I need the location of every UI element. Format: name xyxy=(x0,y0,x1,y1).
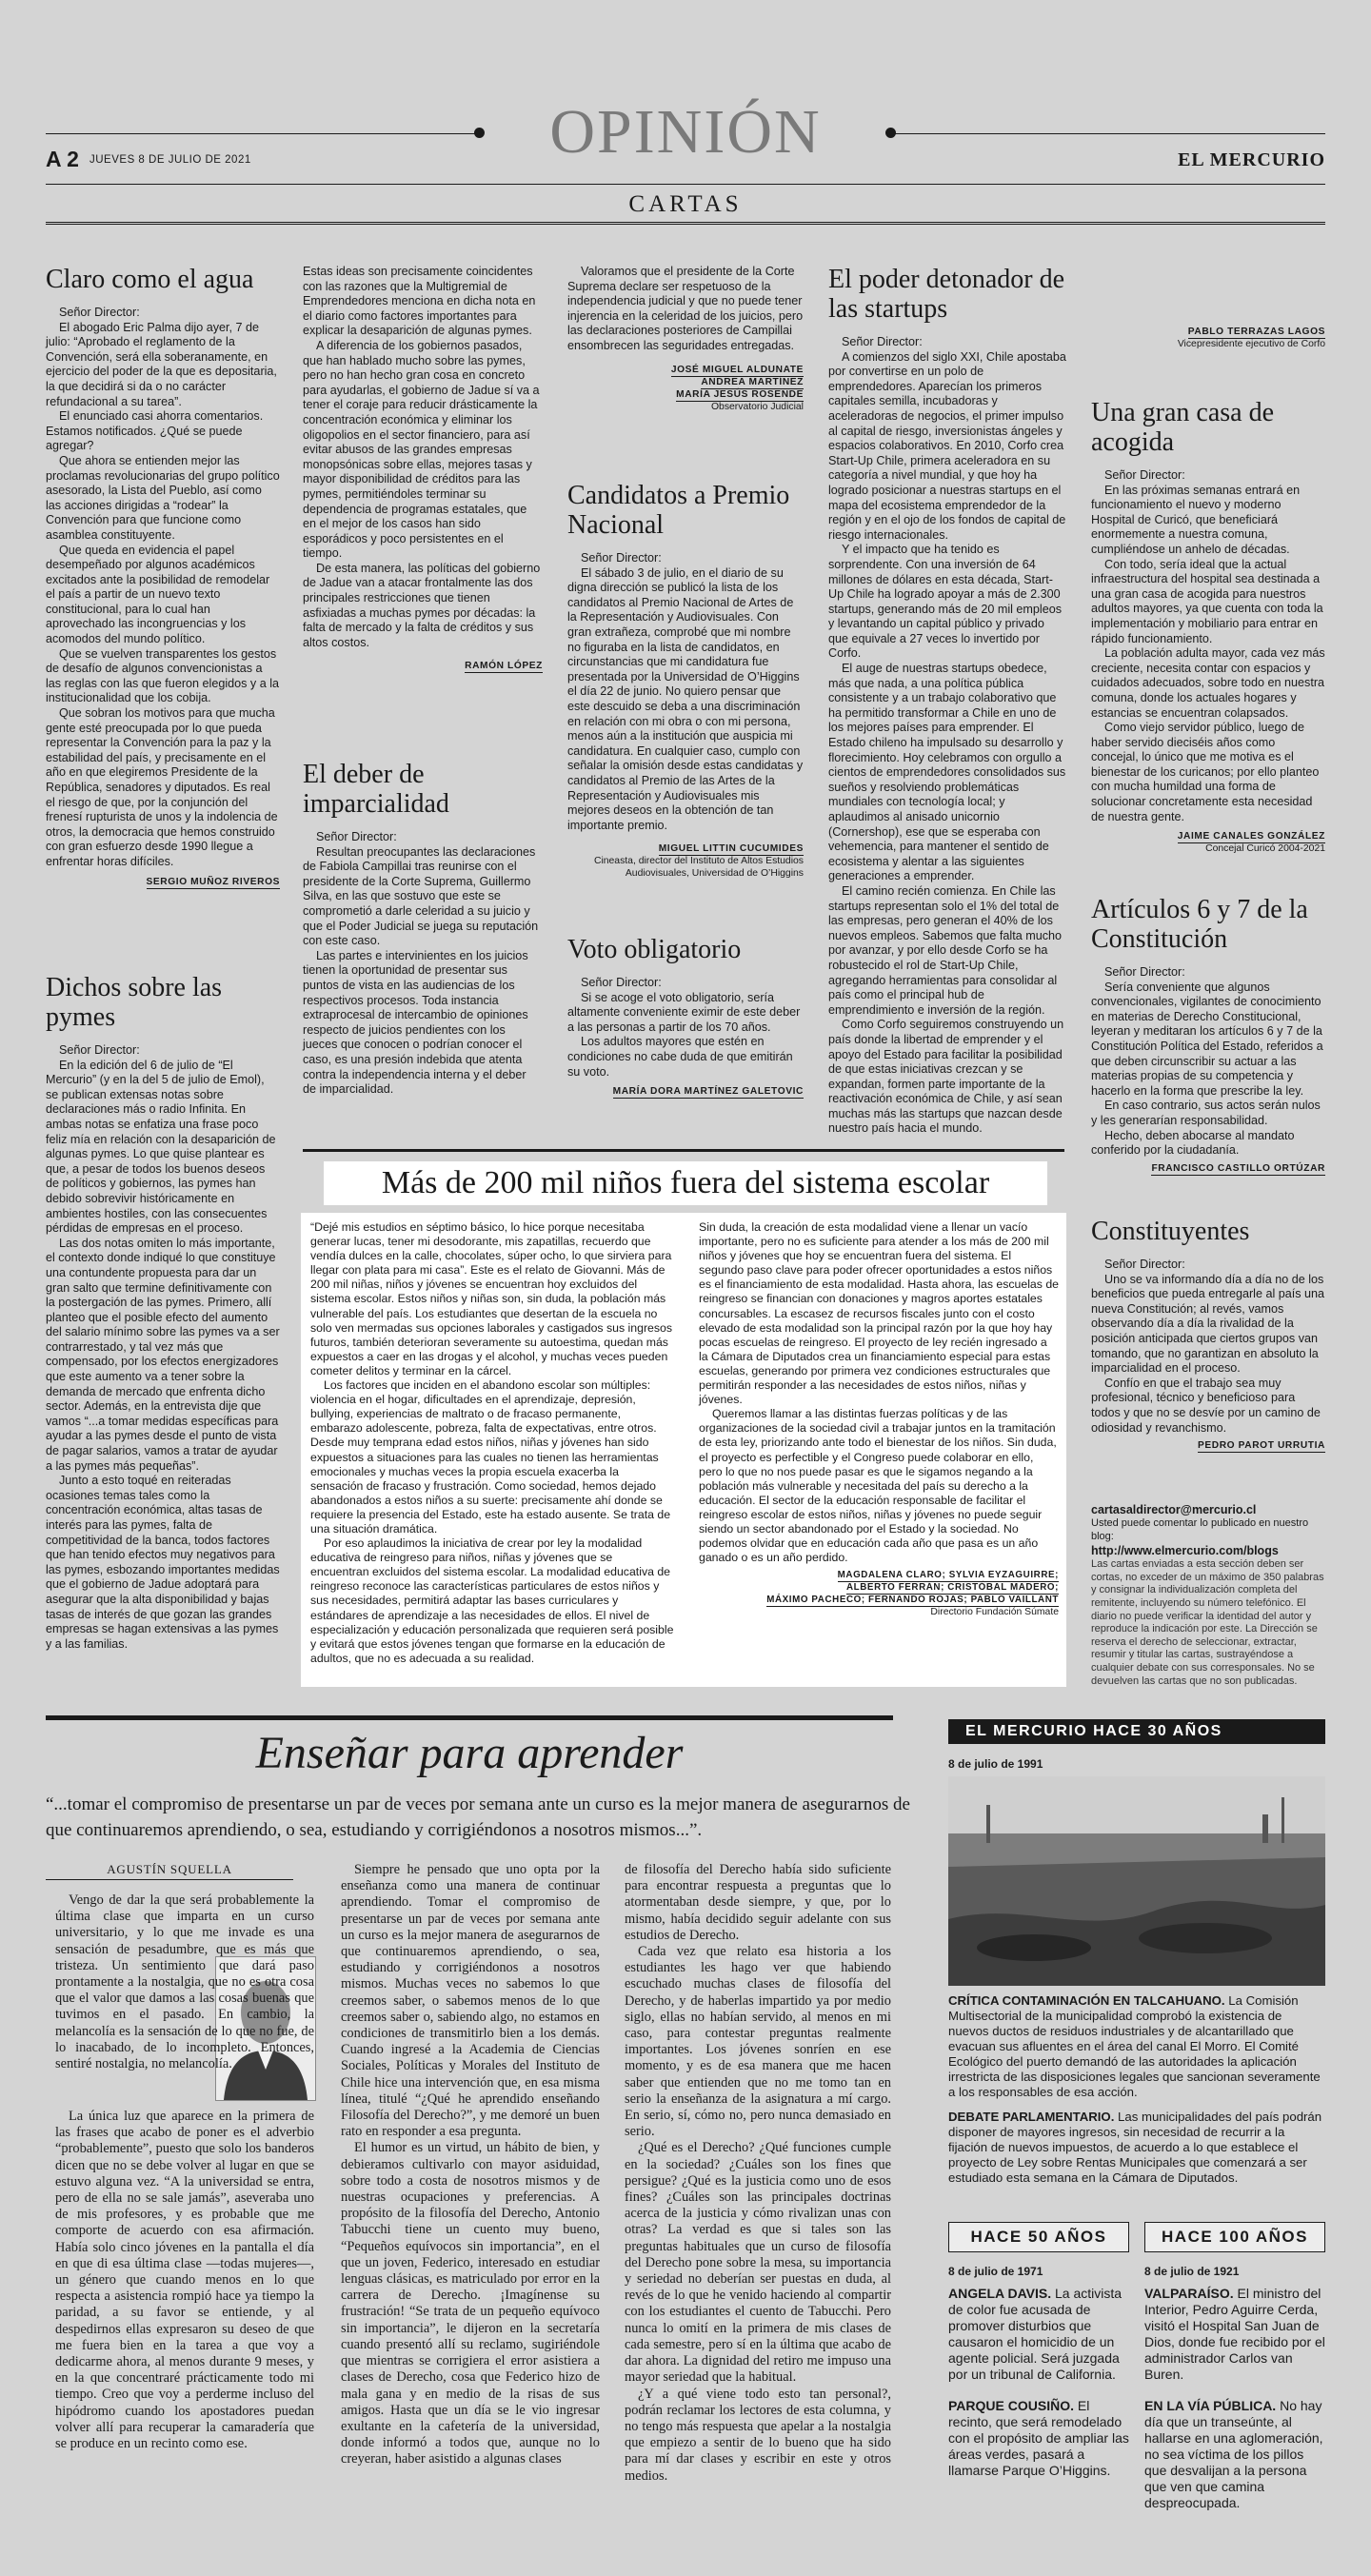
featured-rule xyxy=(303,1149,1064,1152)
letter-voto-p2: Los adultos mayores que estén en condiciones no cabe duda de que emitirán su voto. xyxy=(567,1035,793,1079)
letter-articulos-p3: Hecho, deben abocarse al mandato conferido por la ciudadanía. xyxy=(1091,1128,1295,1158)
column-col3-p4: ¿Y a qué viene todo esto tan personal?, podrán reclamar los lectores de esta columna, y no tengo más respuesta que apelar a la nostalgia que empiezo a sentir de lo bueno que ha sido para mí dar clases y escribir en este y otros medios. xyxy=(625,2386,891,2484)
history-100-header: HACE 100 AÑOS xyxy=(1144,2222,1325,2252)
featured-right-p1: Sin duda, la creación de esta modalidad viene a llenar un vacío importante, pero no es suficiente para atender a los más de 200 mil niños y jóvenes que hoy se encuentran fuera del sistema. El segundo paso clave para poder ofrecer oportunidades a estos niños es el financiamiento de esta modalidad. Hasta ahora, las escuelas de reingreso se financian con donaciones y magros aportes estatales concursables. La escasez de recursos fiscales junto con el costo elevado de esta modalidad son la principal razón por la que hoy hay pocas escuelas de reingreso. El proyecto de ley recién ingresado a la Cámara de Diputados crea un financiamiento especial para estas escuelas, generando por primera vez condiciones estructurales que permitirán responder a las necesidades de estos niños, niñas y jóvenes. xyxy=(699,1220,1060,1407)
letter-pymes-signature: RAMÓN LÓPEZ xyxy=(465,661,543,672)
section-title: OPINIÓN xyxy=(549,97,822,167)
letter-voto xyxy=(567,935,804,1108)
featured-signature-2: ALBERTO FERRÁN; CRISTÓBAL MADERO; xyxy=(846,1582,1059,1594)
letter-claro xyxy=(46,265,280,955)
featured-signature-3: MÁXIMO PACHECO; FERNANDO ROJAS; PABLO VAILLANT xyxy=(766,1595,1059,1606)
letter-claro-p4: Que queda en evidencia el papel desempeñado por algunos académicos excitados ante la posibilidad de remodelar el país a partir de un nuevo texto constitucional, para lo cual han aprovechado las incongruencias y los acomodos del mundo político. xyxy=(46,543,270,646)
history-50-header: HACE 50 AÑOS xyxy=(948,2222,1129,2252)
featured-signature-title: Directorio Fundación Súmate xyxy=(930,1607,1059,1618)
letter-claro-p5: Que se vuelven transparentes los gestos de desafío de algunos convencionistas a las reglas con las que fueron elegidos y a la institucionalidad que los cobija. xyxy=(46,646,280,705)
letter-pymes-p1: En la edición del 6 de julio de “El Mercurio” (y en la del 5 de julio de Emol), se publican extensas notas sobre declaraciones más o radio Infinita. En ambas notas se enfatiza una frase poco feliz mía en relación con la desaparición de algunas pymes. Lo que quise plantear es que, a pesar de todos los buenos deseos de políticos y gobiernos, las pymes han debido sobrevivir históricamente en ambientes hostiles, con las consecuentes pérdidas de empresas en el proceso. xyxy=(46,1058,276,1236)
letter-articulos-salute: Señor Director: xyxy=(1104,965,1185,979)
letter-candidatos-signature-title: Cineasta, director del Instituto de Altos Estudios Audiovisuales, Universidad de O’Higgins xyxy=(593,856,804,880)
masthead-dot-left xyxy=(474,128,485,138)
letter-candidatos-p1: El sábado 3 de julio, en el diario de su digna dirección se publicó la lista de los candidatos al Premio Nacional de Artes de la Representación y Audiovisuales. Con gran extrañeza, comprobé que mi nombre no figuraba en la lista de candidatos, en circunstancias que mi candidatura fue presentada por la Universidad de O’Higgins el día 22 de junio. No quiero pensar que este descuido se deba a una discriminación en relación con mi obra o con mi persona, menos aún a la institución que auspicia mi candidatura. En cualquier caso, cumplo con señalar la omisión desde estas candidatas y candidatos al Premio de las Artes de la Representación y Audiovisuales mis mejores deseos en la obtención de tan importante premio. xyxy=(567,565,804,832)
column-col2-p1: Siempre he pensado que uno opta por la enseñanza como una manera de continuar aprendiendo. Tomar el compromiso de presentarse un par de veces por semana ante un curso es la mejor manera de asegurarnos de que continuaremos aprendiendo, o sea, estudiando y corrigiéndonos a nosotros mismos. Muchas veces no sabemos lo que creemos saber, o sabemos menos de lo que creemos saber o, sabiendo algo, no estamos en condiciones de transmitirlo bien a los demás. Cuando ingresé a la Academia de Ciencias Sociales, Políticas y Morales del Instituto de Chile hice una intervención que, en esa misma línea, titulé “¿Qué he aprendido enseñando Filosofía del Derecho?”, y me demoré un buen rato en responder a esa pregunta. xyxy=(341,1862,600,2140)
column-lead: “...tomar el compromiso de presentarse un par de veces por semana ante un curso es la mejor manera de asegurarnos de que continuaremos aprendiendo, o sea, estudiando y corrigiéndonos a nosotros mismos...”. xyxy=(46,1794,910,1840)
letter-deber-p3: Valoramos que el presidente de la Corte Suprema declare ser respetuoso de la independencia judicial y que no puede tener injerencia en la celeridad de los juicios, pero las declaraciones posteriores de Campillai ensombrecen las seguridades entregadas. xyxy=(567,265,804,352)
history-100-item-2-head: EN LA VÍA PÚBLICA. xyxy=(1144,2398,1277,2413)
history-100-item-1-body: El ministro del Interior, Pedro Aguirre Cerda, visitó el Hospital San Juan de Dios, donde fue recibido por el administrador Carlos van Buren. xyxy=(1144,2286,1325,2382)
letter-poder-p1: A comienzos del siglo XXI, Chile apostaba por convertirse en un polo de emprendedores. Aparecían los primeros capitales semilla, incubadoras y aceleradoras de negocios, el primer impulso al capital de riesgo, inversionistas ángeles y espacios colaborativos. En 2010, Corfo crea Start-Up Chile, primera aceleradora en su categoría a nivel mundial, y que hoy ha logrado posicionar a nuestras startups en el mapa del ecosistema emprendedor de la región y en el ojo de los fondos de capital de riesgo internacionales. xyxy=(828,349,1066,542)
polluted-shore-photo-icon xyxy=(948,1776,1325,1986)
column-author: AGUSTÍN SQUELLA xyxy=(107,1862,232,1876)
letter-constituyentes-signature: PEDRO PAROT URRUTIA xyxy=(1197,1440,1325,1452)
history-item-2 xyxy=(948,2110,1325,2201)
history-50-column xyxy=(948,2264,1129,2568)
letter-pymes-title: Dichos sobre las pymes xyxy=(46,973,223,1032)
featured-left-p2: Los factores que inciden en el abandono escolar son múltiples: violencia en el hogar, dificultades en el aprendizaje, depresión, bullying, experiencias de maltrato o de fracaso permanente, embarazo adolescente, pobreza, falta de expectativas, entre otros. Desde muy temprana edad estos niños, niñas y jóvenes han sido expuestos a situaciones para las cuales no tienen las herramientas emocionales y muchas veces la propia escuela exacerba la sensación de fracaso y frustración. Como sociedad, hemos dejado abandonados a estos niños a su suerte: precisamente ahí donde se requiere la presencia del Estado, este ha estado ausente. Se trata de una situación dramática. xyxy=(310,1378,671,1536)
letter-claro-p2: El enunciado casi ahorra comentarios. Estamos notificados. ¿Qué se puede agregar? xyxy=(46,409,264,453)
history-50-item-2-body: El recinto, que será remodelado con el propósito de ampliar las áreas verdes, pasará a llamarse Parque O’Higgins. xyxy=(948,2398,1129,2478)
letter-deber-salute: Señor Director: xyxy=(316,830,397,843)
history-item-2-body: Las municipalidades del país podrán disponer de mayores ingresos, sin necesidad de recurrir a la fijación de nuevos impuestos, de acuerdo a lo que establece el proyecto de Ley sobre Rentas Municipales que comenzará a ser estudiado esta semana en la Cámara de Diputados. xyxy=(948,2110,1322,2185)
letter-claro-salute: Señor Director: xyxy=(59,306,140,319)
letter-deber-signature-3: MARÍA JESÚS ROSENDE xyxy=(676,388,804,400)
contact-blog-url[interactable]: http://www.elmercurio.com/blogs xyxy=(1091,1544,1279,1558)
masthead-rule-right xyxy=(891,133,1325,134)
history-30-date: 8 de julio de 1991 xyxy=(948,1757,1043,1771)
featured-signature-1: MAGDALENA CLARO; SYLVIA EYZAGUIRRE; xyxy=(837,1570,1059,1581)
letter-casa-p2: Con todo, sería ideal que la actual infraestructura del hospital sea destinada a una gran casa de acogida para nuestros adultos mayores, ya que cuenta con toda la implementación y mobiliario para entrar en rápido funcionamiento. xyxy=(1091,557,1323,645)
history-item-2-head: DEBATE PARLAMENTARIO. xyxy=(948,2110,1115,2124)
letter-claro-p3: Que ahora se entienden mejor las proclamas revolucionarias del grupo político asesorado, la Lista del Pueblo, así como las acciones dirigidas a “rodear” la Convención para que funcione como asamblea constituyente. xyxy=(46,453,280,542)
letter-constituyentes-salute: Señor Director: xyxy=(1104,1258,1185,1271)
letter-poder-p5: Como Corfo seguiremos construyendo un país donde la libertad de emprender y el apoyo del Estado para facilitar la posibilidad de que estas iniciativas crezcan y se expandan, formen parte importante de la reactivación económica de Chile, y así sean muchas más las startups que nazcan desde nuestro país hacia el mundo. xyxy=(828,1018,1064,1136)
column-col1-p1-start: Vengo de dar la que será probablemente la última clase que imparta en un curso universitario, y lo que me invade es una sensación de pesadumbre, que es más que tristeza. Un sentimiento que dará paso prontamente a la nostalgia, que no es otra cosa que el valor que damos a las cosas buenas que tuvimos en el pasado. En cambio, la melancolía es la sensación de lo que no fue, de lo inacabado, de lo incompleto. Entonces, sentiré nostalgia, no melancolía. xyxy=(55,1892,314,2072)
featured-body-right xyxy=(699,1220,1059,1681)
letter-pymes-p2: Las dos notas omiten lo más importante, el contexto donde indiqué lo que constituye una contundente propuesta para dar un gran salto que termine definitivamente con la postergación de las pymes. Primero, allí planteo que el posible efecto del aumento del salario mínimo sobre las pymes va a ser contrarrestado, y tal vez más que compensado, por los efectos energizadores que este aumento va a tener sobre la demanda de mercado que enfrenta dicho sector. Además, en la entrevista dije que vamos “...a tomar medidas específicas para ayudar a las pymes desde el punto de vista de pagar salarios, vamos a tratar de ayudar a las pymes más pequeñas”. xyxy=(46,1236,280,1473)
letter-casa-p1: En las próximas semanas entrará en funcionamiento el nuevo y moderno Hospital de Curicó, que beneficiará enormemente a nuestra comuna, cumpliéndose un anhelo de décadas. xyxy=(1091,483,1301,556)
contact-email[interactable]: cartasaldirector@mercurio.cl xyxy=(1091,1503,1257,1516)
letter-articulos-p1: Sería conveniente que algunos convencionales, vigilantes de conocimiento en materias de Derecho Constitucional, leyeran y meditaran los artículos 6 y 7 de la Constitución Política del Estado, referidos a que deben circunscribir su actuar a las materias propias de su competencia y hacerlo en la forma que prescribe la ley. xyxy=(1091,980,1323,1098)
featured-title: Más de 200 mil niños fuera del sistema escolar xyxy=(381,1165,990,1200)
letter-poder-p2: Y el impacto que ha tenido es sorprendente. Con una inversión de 64 millones de dólares en esta década, Start-Up Chile ha logrado apoyar a más de 2.300 startups, generando más de 20 mil empleos y levantando un capital público y privado que equivale a 27 veces lo invertido por Corfo. xyxy=(828,543,1063,661)
letter-pymes-salute: Señor Director: xyxy=(59,1043,140,1057)
column-col3 xyxy=(625,1862,891,2566)
letter-deber xyxy=(303,760,543,1104)
column-col3-p2: Cada vez que relato esa historia a los estudiantes les hago ver que habiendo escuchado muchas clases de filosofía del Derecho, y de haberlas impartido ya por medio siglo, ellas no habían servido, al menos en mi caso, para contestar preguntas realmente importantes. Los jóvenes sonríen en ese momento, y es de esa manera que me hacen saber que entienden que no me tomo tan en serio la enseñanza de la asignatura a mí cargo. En serio, sí, cómo no, pero nunca demasiado en serio. xyxy=(625,1944,891,2140)
letter-casa-p3: La población adulta mayor, cada vez más creciente, necesita contar con espacios y cuidados adecuados, sobre todo en nuestra comuna, donde los actuales hogares y estancias se encuentran colapsados. xyxy=(1091,646,1325,720)
letter-pymes-p3b: Estas ideas son precisamente coincidentes con las razones que la Multigremial de Emprendedores menciona en dicha nota en el diario como factores importantes para explicar la desaparición de algunas pymes. xyxy=(303,265,536,338)
column-author-rule xyxy=(46,1879,293,1880)
letter-deber-signature-title: Observatorio Judicial xyxy=(710,401,804,412)
letter-claro-p1: El abogado Eric Palma dijo ayer, 7 de julio: “Aprobado el reglamento de la Convención, será ella soberanamente, en ejercicio del poder de la que es depositaria, la que decidirá si da o no carácter refundacional a su tarea”. xyxy=(46,320,277,408)
letter-articulos xyxy=(1091,895,1325,1204)
history-item-1 xyxy=(948,1993,1325,2099)
history-100-item-1-head: VALPARAÍSO. xyxy=(1144,2286,1234,2301)
letter-poder-signature-title: Vicepresidente ejecutivo de Corfo xyxy=(1177,339,1325,349)
letter-pymes-p4: A diferencia de los gobiernos pasados, que han hablado mucho sobre las pymes, pero no han hecho gran cosa en concreto para ayudarlas, el gobierno de Jadue sí va a tener el coraje para reducir drásticamente la concentración económica y eliminar los oligopolios en el sector financiero, para así evitar abusos de las grandes empresas monopsónicas sobre ellas, mejores tasas y mayor disponibilidad de créditos para las pymes, permitiéndoles terminar su dependencia de programas estatales, que en el mejor de los casos han sido esporádicos y poco persistentes en el tiempo. xyxy=(303,338,540,561)
letter-pymes xyxy=(46,973,280,1677)
column-col3-p3: ¿Qué es el Derecho? ¿Qué funciones cumple en la sociedad? ¿Cuáles son los fines que persigue? ¿Qué es la justicia como uno de esos fines? ¿Cuáles son las principales doctrinas acerca de la justicia y cómo rivalizan unas con otras? La verdad es que si tales son las preguntas habituales que un curso de filosofía del Derecho pone sobre la mesa, su importancia y seriedad no deberían ser puestas en duda, al revés de lo que he venido haciendo al compartir con los estudiantes el cuento de Tabucchi. Pero nunca lo omití en la primera de mis clases de cada semestre, pero sí en la última que acabo de dar ahora. La dignidad del retiro me impuso una mayor seriedad que la habitual. xyxy=(625,2140,891,2386)
letter-deber-title: El deber de imparcialidad xyxy=(303,760,449,819)
letter-voto-p1: Si se acoge el voto obligatorio, sería altamente conveniente eximir de este deber a las personas a partir de los 70 años. xyxy=(567,990,801,1034)
history-photo xyxy=(948,1776,1325,1986)
letter-voto-signature: MARÍA DORA MARTÍNEZ GALETOVIC xyxy=(612,1086,804,1098)
letter-candidatos-signature: MIGUEL LITTIN CUCUMIDES xyxy=(658,843,804,855)
newspaper-name: EL MERCURIO xyxy=(1178,149,1325,170)
letter-deber-signature-2: ANDREA MARTÍNEZ xyxy=(701,376,804,387)
column-col2 xyxy=(341,1862,600,2566)
history-item-1-head: CRÍTICA CONTAMINACIÓN EN TALCAHUANO. xyxy=(948,1993,1225,2008)
letter-poder-title: El poder detonador de las startups xyxy=(828,265,1065,324)
letter-deber-p2: Las partes e intervinientes en los juicios tienen la oportunidad de presentar sus puntos de vista en las audiencias de los respectivos procesos. Toda instancia extraprocesal de intercambio de opiniones respecto de juicios pendientes con los jueces que conocen o podrían conocer el caso, es una presión indebida que atenta contra la independencia interna y el deber de imparcialidad. xyxy=(303,948,528,1097)
letter-casa xyxy=(1091,398,1325,902)
letter-poder-p3: El auge de nuestras startups obedece, más que nada, a una política pública consistente y a un trabajo colaborativo que ha permitido transformar a Chile en uno de los mejores países para emprender. El Estado chileno ha impulsado su desarrollo y florecimiento. Hoy celebramos con orgullo a cientos de emprendedores consolidados sus sueños y resolviendo problemáticas mundiales con tecnología local; y aplaudimos al anisado unicornio (Cornershop), ese que se esperaba con vehemencia, para mantener el sentido de ecosistema y alentar a las siguientes generaciones a emprender. xyxy=(828,662,1066,883)
letter-casa-title: Una gran casa de acogida xyxy=(1091,398,1275,457)
letter-claro-p6: Que sobran los motivos para que mucha gente esté preocupada por lo que pueda representar la Convención para la paz y la estabilidad del país, y precisamente en el año en que elegiremos Presidente de la República, senadores y diputados. Es real el riesgo de que, por la conjunción del frenesí rupturista de unos y la indolencia de otros, la democracia que hemos construido con gran esfuerzo desde 1990 llegue a enfrentar horas difíciles. xyxy=(46,706,278,868)
letter-poder xyxy=(828,265,1066,1136)
contact-box xyxy=(1091,1502,1325,1687)
column-title: Enseñar para aprender xyxy=(255,1728,684,1778)
letter-casa-salute: Señor Director: xyxy=(1104,468,1185,482)
letter-voto-salute: Señor Director: xyxy=(581,976,662,989)
history-item-1-body: La Comisión Multisectorial de la municipalidad comprobó la existencia de nuevos ductos de residuos industriales y de alcantarillado que evacuan sus afluentes en el área del canal El Morro. El Comité Ecológico del puerto demandó de las autoridades la aplicación irrestricta de las disposiciones legales que sancionan severamente a los responsables de esa acción. xyxy=(948,1993,1321,2099)
letter-casa-signature-title: Concejal Curicó 2004-2021 xyxy=(1205,843,1325,855)
featured-body-left xyxy=(310,1220,674,1681)
letter-pymes-p3: Junto a esto toqué en reiteradas ocasiones temas tales como la concentración económica, altas tasas de interés para las pymes, falta de competitividad de la banca, todos factores que han tenido efectos muy negativos para las pymes, esbozando importantes medidas que el gobierno de Jadue adoptará para asegurar que la alta disponibilidad y bajas tasas de interés de que gozan las grandes empresas se hagan extensivas a las pymes y a las familias. xyxy=(46,1474,280,1651)
column-col1-p2: La única luz que aparece en la primera de las frases que acabo de poner es el adverbio “probablemente”, puesto que solo los banderos dicen que no se debe volver al lugar en que se estuvo alguna vez. “A la universidad se entra, pero de ella no se sale jamás”, aseveraba uno de mis profesores, y es probable que me comporte de acuerdo con esa afirmación. Había solo cinco jóvenes en la pantalla el día en que di esa última clase —todas mujeres—, un género que cuando menos en lo que respecta a asistencia rompió hace ya tiempo la paridad, a su favor se entiende, y al despedirnos ellas expresaron su deseo de que me fuera bien en la tarea a que voy a dedicarme ahora, al menos durante 9 meses, y en la que concentraré prácticamente todo mi tiempo. Creo que voy a perderme incluso del hipódromo cuando los apostadores puedan volver allí para recuperar la camaradería que se produce en un recinto como ese. xyxy=(55,2109,314,2452)
letter-claro-title: Claro como el agua xyxy=(46,265,254,294)
masthead-rule-left xyxy=(46,133,479,134)
letter-constituyentes-p2: Confío en que el trabajo sea muy profesional, técnico y beneficioso para todos y que no se desvíe por un camino de odiosidad y revanchismo. xyxy=(1091,1376,1321,1435)
letter-constituyentes-title: Constituyentes xyxy=(1091,1217,1250,1246)
letter-articulos-p2: En caso contrario, sus actos serán nulos y les generarían responsabilidad. xyxy=(1091,1099,1321,1127)
page-number: A 2 xyxy=(46,147,79,171)
featured-title-box xyxy=(324,1161,1047,1205)
header-rule-1 xyxy=(46,184,1325,185)
letter-articulos-signature: FRANCISCO CASTILLO ORTÚZAR xyxy=(1151,1162,1325,1174)
history-50-item-2-head: PARQUE COUSIÑO. xyxy=(948,2398,1074,2413)
letter-constituyentes xyxy=(1091,1217,1325,1502)
letter-pymes-p5: De esta manera, las políticas del gobierno de Jadue van a atacar frontalmente las dos principales restricciones que tienen asfixiadas a muchas pymes por décadas: la falta de mercado y la falta de créditos y sus altos costos. xyxy=(303,561,541,649)
letter-casa-p4: Como viejo servidor público, luego de haber servido dieciséis años como concejal, lo único que me motiva es el bienestar de los curicanos; por ello planteo con mucha humildad una forma de solucionar concretamente esta necesidad de nuestra gente. xyxy=(1091,721,1320,823)
letter-poder-p4: El camino recién comienza. En Chile las startups representan solo el 1% del total de las empresas, pero generan el 40% de los nuevos empleos. Sabemos que falta mucho por avanzar, y por ello desde Corfo se ha robustecido el rol de Start-Up Chile, agregando herramientas para consolidar al país como el principal hub de emprendimiento e inversión de la región. xyxy=(828,883,1063,1017)
header-rule-2 xyxy=(46,222,1325,225)
letter-voto-title: Voto obligatorio xyxy=(567,935,742,964)
letter-deber-cont xyxy=(567,265,804,493)
letter-pymes-cont xyxy=(303,265,543,750)
history-50-item-1-body: La activista de color fue acusada de promover disturbios que causaron el homicidio de un agente policial. Será juzgada por un tribunal de California. xyxy=(948,2286,1123,2382)
letter-candidatos-salute: Señor Director: xyxy=(581,551,662,565)
letter-deber-p1: Resultan preocupantes las declaraciones de Fabiola Campillai tras reunirse con el presidente de la Corte Suprema, Guillermo Silva, en las que sostuvo que este se comprometió a darle celeridad a su juicio y que el Poder Judicial se juega su reputación con este caso. xyxy=(303,844,539,948)
letter-constituyentes-p1: Uno se va informando día a día no de los beneficios que pueda entregarle al país una nueva Constitución; al revés, vamos observando día a día la rivalidad de la posición anticipada que ciertos grupos van tomando, que no garantizan en absoluto la imparcialidad en el proceso. xyxy=(1091,1272,1325,1376)
history-100-item-2-body: No hay día que un transeúnte, al hallarse en una aglomeración, no sea víctima de los pillos que desvalijan a la persona que ven que camina despreocupada. xyxy=(1144,2398,1323,2510)
letter-articulos-title: Artículos 6 y 7 de la Constitución xyxy=(1091,895,1308,954)
featured-left-p1: “Dejé mis estudios en séptimo básico, lo hice porque necesitaba generar lucas, tener mi desodorante, mis zapatillas, recuerdo que vendía dulces en la calle, chocolates, súper ocho, lo que sirviera para llegar con plata para mi casa”. Este es el relato de Giovanni. Más de 200 mil niñas, niños y jóvenes se encuentran hoy excluidos del sistema escolar. Estos niños y niñas son, sin duda, la población más vulnerable del país. Los estudiantes que desertan de la escuela no solo ven mermadas sus opciones laborales y castigados sus ingresos futuros, también deterioran severamente su autoestima, quedan más expuestos a caer en las drogas y el alcohol, y muchas veces pueden cometer delitos y terminar en la cárcel. xyxy=(310,1220,673,1377)
column-rule-top xyxy=(46,1715,893,1720)
column-col1-bottom xyxy=(55,2109,314,2566)
history-50-item-1-head: ANGELA DAVIS. xyxy=(948,2286,1052,2301)
column-col3-p1: de filosofía del Derecho había sido suficiente para encontrar respuesta a preguntas que lo atormentaban desde siempre, y que, por lo mismo, había decidido seguir adelante con sus estudios de Derecho. xyxy=(625,1862,891,1943)
featured-left-p3: Por eso aplaudimos la iniciativa de crear por ley la modalidad educativa de reingreso para niños, niñas y jóvenes que se encuentran excluidos del sistema escolar. La modalidad educativa de reingreso reconoce las características particulares de estos niños y sus necesidades, permitirá adaptar las bases curriculares y estándares de aprendizaje a las necesidades de ellos. El nivel de especialización y educación personalizada que requieren será posible y evitará que estos jóvenes tengan que formarse en la educación de adultos, que no es adecuada a su realidad. xyxy=(310,1536,674,1665)
letter-casa-signature: JAIME CANALES GONZÁLEZ xyxy=(1177,831,1325,842)
letter-poder-signature: PABLO TERRAZAS LAGOS xyxy=(1187,327,1325,337)
contact-note: Las cartas enviadas a esta sección deben ser cortas, no exceder de un máximo de 350 palabras y consignar la individualización completa del remitente, incluyendo su número telefónico. El diario no puede verificar la identidad del autor y reproduce la indicación por este. La Dirección se reserva el derecho de seleccionar, extractar, resumir y titular las cartas, sustrayéndose a cualquier debate con sus corresponsales. No se devuelven las cartas que no son publicadas. xyxy=(1091,1558,1324,1687)
history-100-date: 8 de julio de 1921 xyxy=(1144,2265,1240,2278)
history-30-header: EL MERCURIO HACE 30 AÑOS xyxy=(948,1719,1325,1744)
letter-candidatos-title: Candidatos a Premio Nacional xyxy=(567,481,790,540)
letter-claro-signature: SERGIO MUÑOZ RIVEROS xyxy=(146,876,280,887)
letter-candidatos xyxy=(567,481,804,926)
page-date: JUEVES 8 DE JULIO DE 2021 xyxy=(89,154,251,166)
letter-poder-signature-block xyxy=(1091,265,1325,369)
letter-poder-salute: Señor Director: xyxy=(842,335,923,348)
featured-right-p2: Queremos llamar a las distintas fuerzas políticas y de las organizaciones de la sociedad civil a trabajar juntos en la tramitación de esta ley, priorizando ante todo el bienestar de los niños. Sin duda, el proyecto es perfectible y el Congreso puede colaborar en ello, pero lo que no nos puede pasar es que le sigamos negando a la población más vulnerable y necesitada del país su derecho a la educación. El sector de la educación responsable de facilitar el reingreso escolar de estos niños, niñas y jóvenes no puede seguir siendo un sector abandonado por el Estado y la sociedad. No podemos olvidar que en educación cada año que pasa es un año ganado o es un año perdido. xyxy=(699,1407,1057,1565)
column-col2-p2: El humor es un virtud, un hábito de bien, y debieramos cultivarlo con mayor asiduidad, sobre todo a costa de nosotros mismos y de nuestras ocupaciones y preferencias. A propósito de la filosofía del Derecho, Antonio Tabucchi tiene un cuento muy bueno, “Pequeños equívocos sin importancia”, en el que un joven, Federico, interesado en estudiar lenguas clásicas, es matriculado por error en la carrera de Derecho. ¡Imagínense su frustración! “Se trata de un pequeño equívoco sin importancia”, le dijeron en la secretaría cuando presentó allí su reclamo, sugiriéndole que mientras se corrigiera el error asistiera a clases de Derecho, cosa que Federico hizo de mala gana y en medio de la risas de sus amigos. Hasta que un día se le vio ingresar exultante en la cafetería de la universidad, donde informó a todos que, aunque no lo creyeran, haber asistido a algunas clases xyxy=(341,2140,600,2467)
subsection-title: CARTAS xyxy=(628,191,743,217)
contact-blog-label: Usted puede comentar lo publicado en nuestro blog: xyxy=(1091,1517,1309,1542)
history-50-date: 8 de julio de 1971 xyxy=(948,2265,1043,2278)
letter-deber-signature-1: JOSÉ MIGUEL ALDUNATE xyxy=(670,364,804,375)
history-100-column xyxy=(1144,2264,1325,2568)
